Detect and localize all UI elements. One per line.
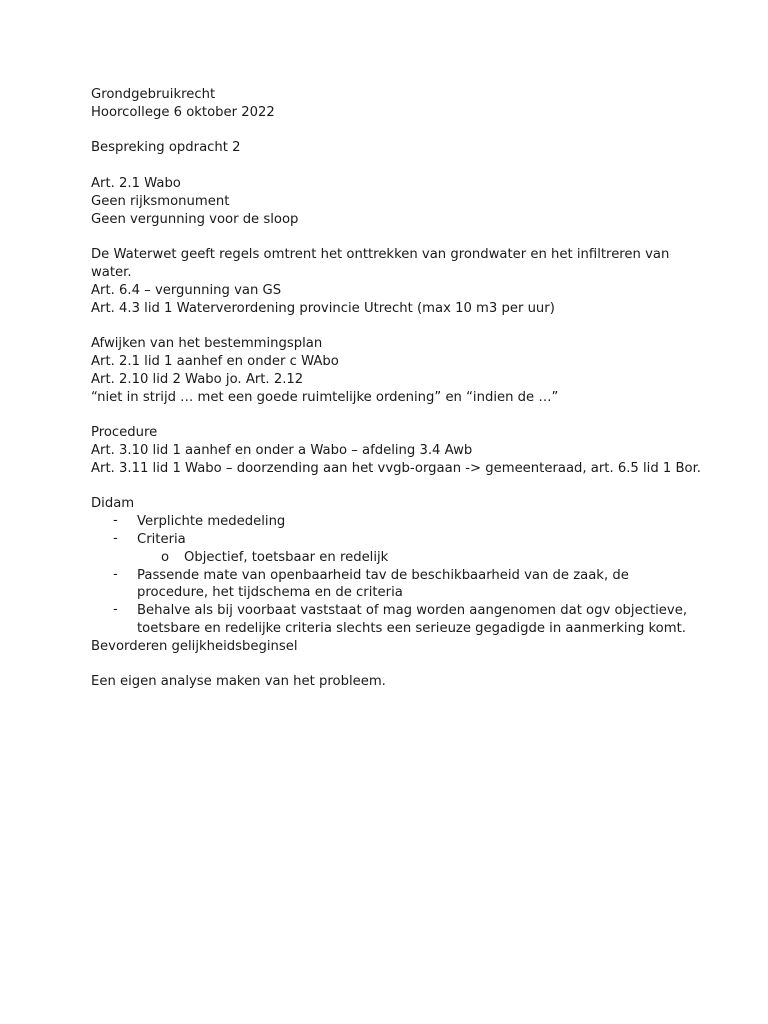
waterwet-line-1b: water. xyxy=(91,264,132,280)
list-item-text: Passende mate van openbaarheid tav de beschikbaarheid van de zaak, de procedure, het tijdschema en de criteria xyxy=(137,567,629,601)
section-heading-bespreking: Bespreking opdracht 2 xyxy=(91,140,241,156)
list-item xyxy=(91,567,691,603)
document-page xyxy=(91,86,701,691)
afwijken-quote: “niet in strijd … met een goede ruimtelijke ordening” en “indien de …” xyxy=(91,389,559,405)
wabo-line-3: Geen vergunning voor de sloop xyxy=(91,211,299,227)
closing-line: Een eigen analyse maken van het probleem. xyxy=(91,674,386,690)
list-item xyxy=(91,602,691,638)
dash-bullet: - xyxy=(113,602,118,618)
afwijken-line-2: Art. 2.1 lid 1 aanhef en onder c WAbo xyxy=(91,353,339,369)
waterwet-line-2: Art. 6.4 – vergunning van GS xyxy=(91,282,282,298)
dash-bullet: - xyxy=(113,566,118,582)
list-item xyxy=(91,513,691,531)
procedure-line-2: Art. 3.10 lid 1 aanhef en onder a Wabo – afdeling 3.4 Awb xyxy=(91,442,473,458)
procedure-line-3: Art. 3.11 lid 1 Wabo – doorzending aan het vvgb-orgaan -> gemeenteraad, art. 6.5 lid 1 Bor. xyxy=(91,460,701,476)
blank-line xyxy=(91,228,691,246)
sub-list-item xyxy=(91,549,691,567)
dash-bullet: - xyxy=(113,530,118,546)
blank-line xyxy=(91,656,691,674)
waterwet-line-3: Art. 4.3 lid 1 Waterverordening provincie Utrecht (max 10 m3 per uur) xyxy=(91,300,555,316)
waterwet-line-1a: De Waterwet geeft regels omtrent het onttrekken van grondwater en het infiltreren van xyxy=(91,247,670,263)
blank-line xyxy=(91,478,691,496)
list-item xyxy=(91,531,691,549)
sub-list-item-text: Objectief, toetsbaar en redelijk xyxy=(184,549,389,565)
didam-after: Bevorderen gelijkheidsbeginsel xyxy=(91,638,298,654)
blank-line xyxy=(91,157,691,175)
course-title: Grondgebruikrecht xyxy=(91,87,216,102)
didam-heading: Didam xyxy=(91,496,135,512)
dash-bullet: - xyxy=(113,513,118,529)
wabo-line-2: Geen rijksmonument xyxy=(91,193,230,209)
list-item-text: Behalve als bij voorbaat vaststaat of mag worden aangenomen dat ogv objectieve, toetsbare en redelijke criteria slechts een serieuze gegadigde in aanmerking komt. xyxy=(137,603,688,636)
lecture-date: Hoorcollege 6 oktober 2022 xyxy=(91,104,275,120)
blank-line xyxy=(91,122,691,140)
afwijken-heading: Afwijken van het bestemmingsplan xyxy=(91,336,323,352)
blank-line xyxy=(91,406,691,424)
circle-bullet: o xyxy=(161,549,170,565)
wabo-line-1: Art. 2.1 Wabo xyxy=(91,175,181,191)
list-item-text: Verplichte mededeling xyxy=(137,514,286,530)
procedure-heading: Procedure xyxy=(91,425,158,441)
blank-line xyxy=(91,317,691,335)
afwijken-line-3: Art. 2.10 lid 2 Wabo jo. Art. 2.12 xyxy=(91,371,304,387)
list-item-text: Criteria xyxy=(137,531,186,547)
